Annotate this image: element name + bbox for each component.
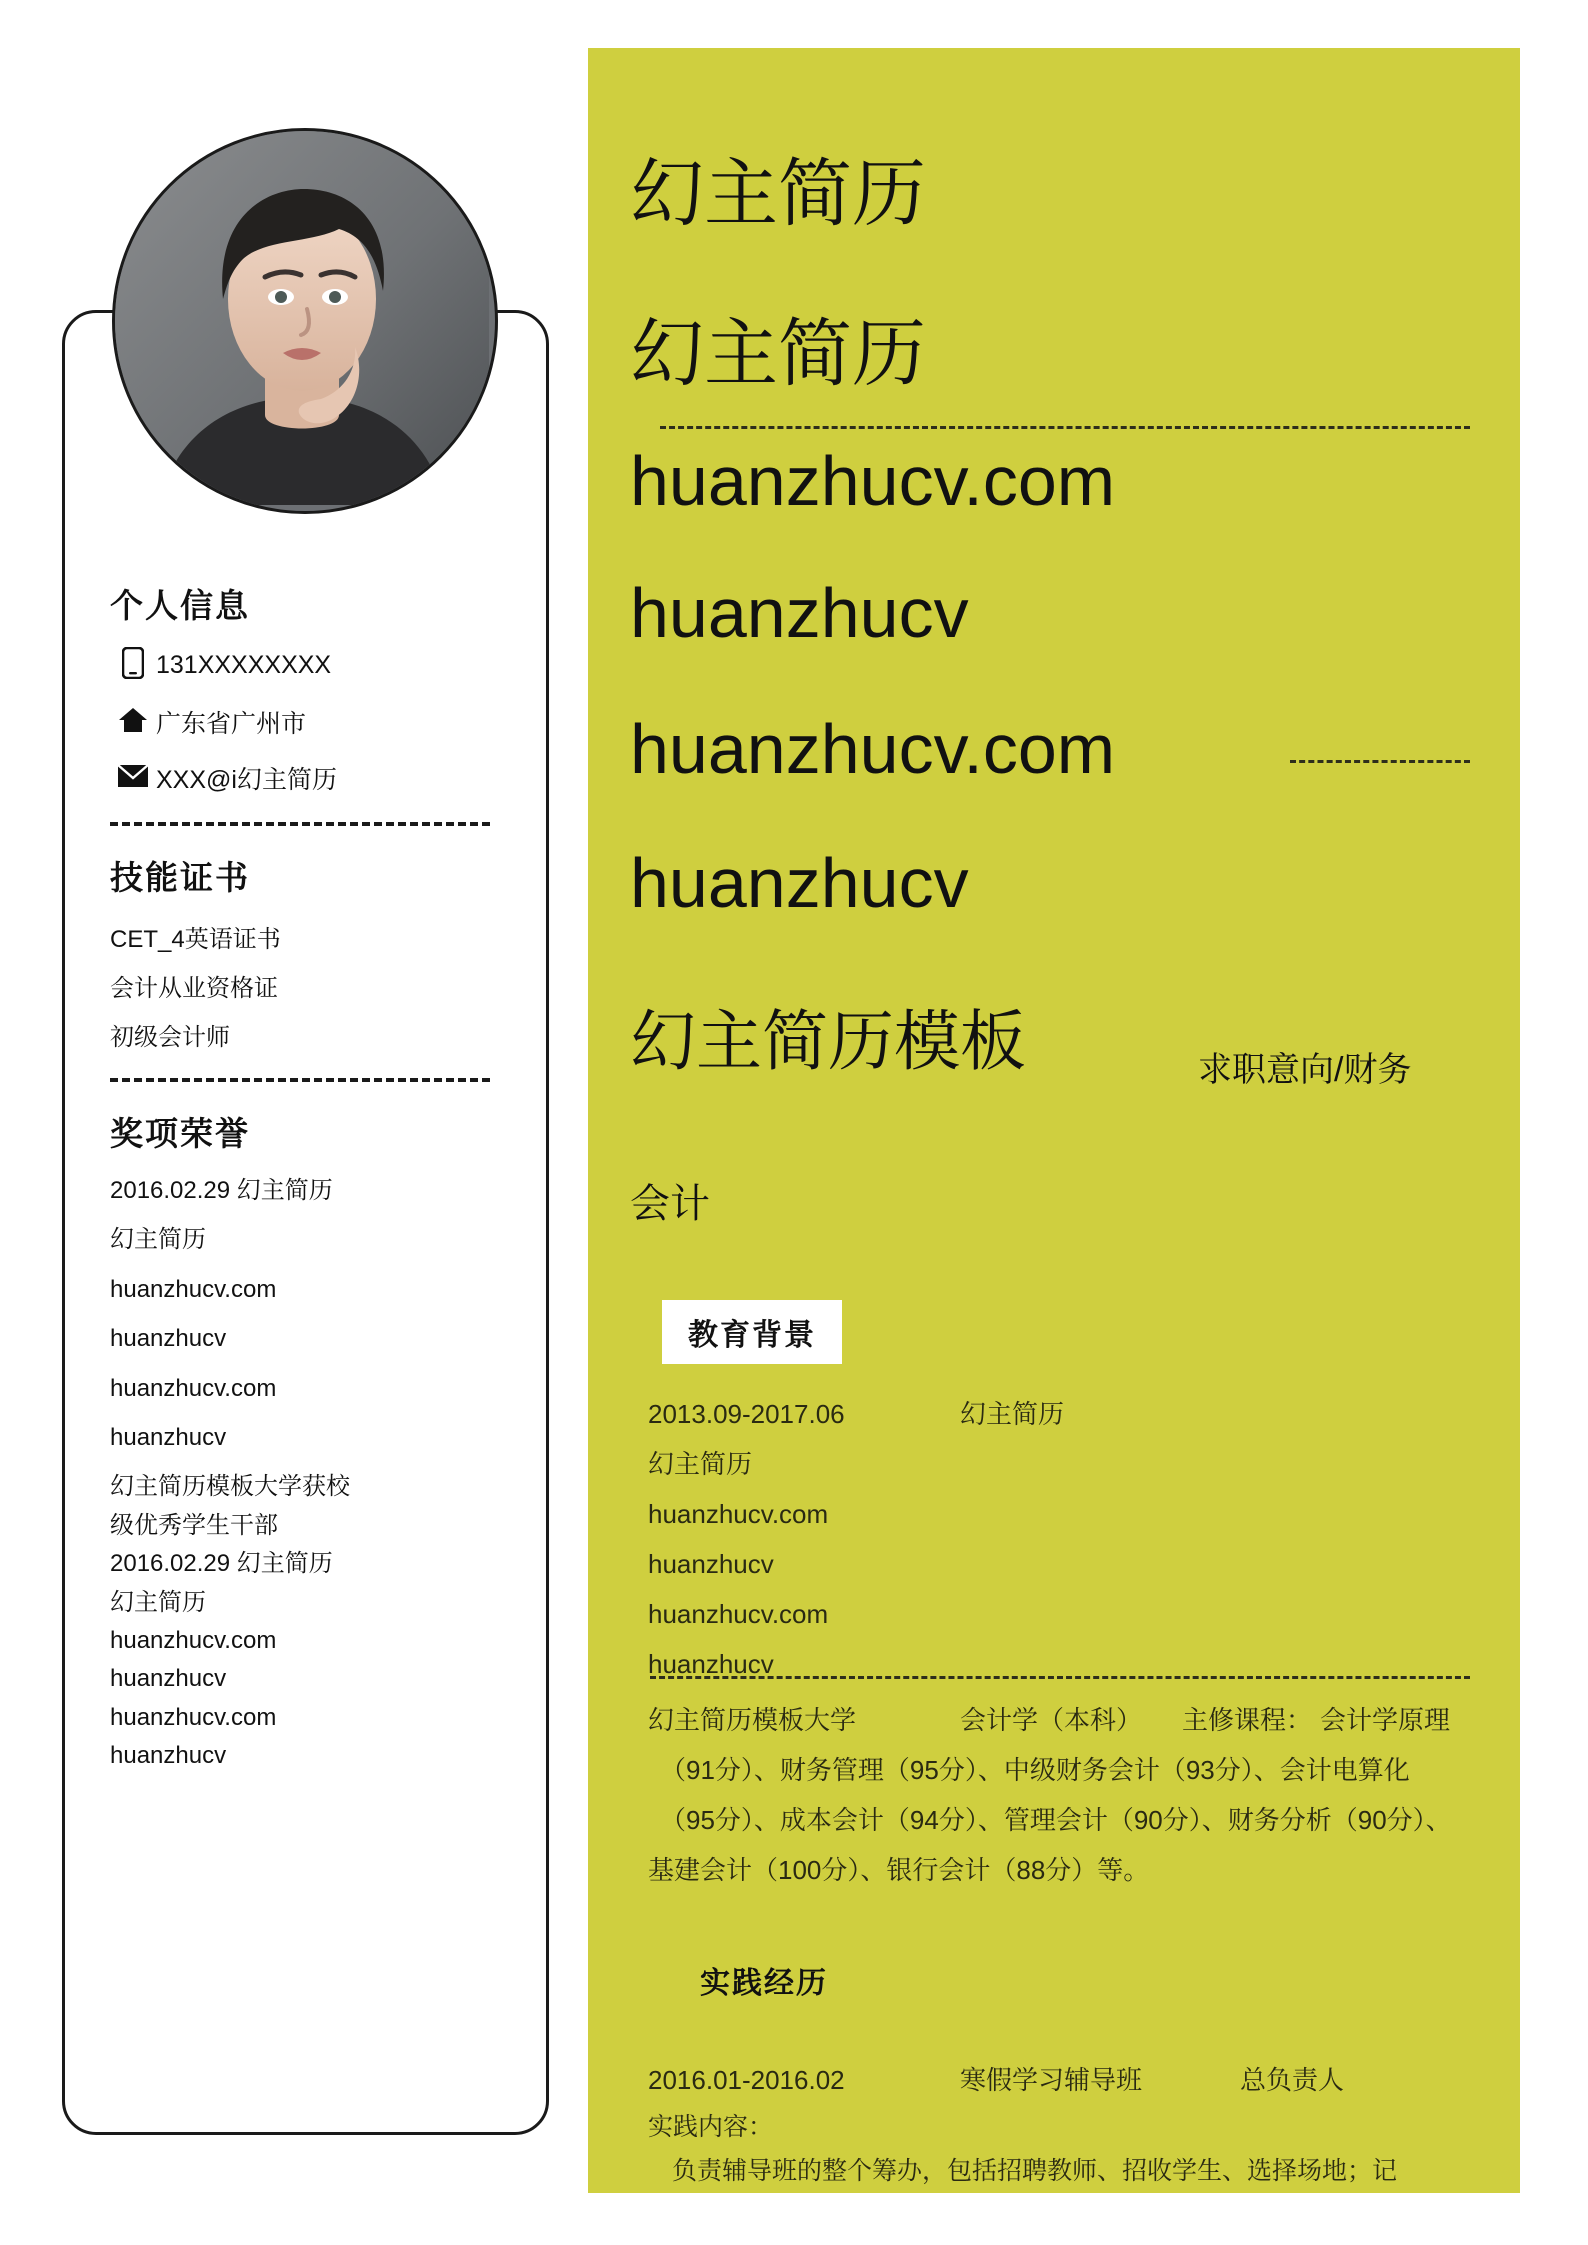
award-item: 幻主简历模板大学获校 (110, 1473, 350, 1501)
header-line-5: huanzhucv.com (630, 710, 1116, 788)
info-row-phone (110, 647, 500, 684)
education-org: 幻主简历 (960, 1399, 1065, 1429)
practice-content-label: 实践内容： (648, 2113, 774, 2141)
header-line-2: 幻主简历 (630, 312, 926, 395)
award-item: huanzhucv (110, 1665, 227, 1693)
award-item: huanzhucv (110, 1423, 227, 1451)
education-tag-wrap (662, 1300, 842, 1364)
phone-icon (110, 647, 156, 684)
header-line-4: huanzhucv (630, 574, 969, 652)
template-name: 幻主简历模板 (630, 1004, 1026, 1078)
education-line-0: 幻主简历 (648, 1449, 753, 1479)
info-row-email (110, 760, 500, 796)
award-item: huanzhucv (110, 1325, 227, 1353)
education-school: 幻主简历模板大学 (648, 1705, 857, 1735)
practice-org: 寒假学习辅导班 (960, 2065, 1143, 2095)
education-tag: 教育背景 (662, 1300, 842, 1364)
phone-value: 131XXXXXXXX (156, 651, 332, 679)
awards-section-title: 奖项荣誉 (110, 1115, 250, 1152)
award-item: huanzhucv.com (110, 1626, 277, 1654)
certificates-section-title: 技能证书 (110, 859, 250, 896)
job-objective: 求职意向/财务 (1198, 1051, 1412, 1089)
header-line-1: 幻主简历 (630, 152, 926, 235)
practice-content-line-0: 负责辅导班的整个筹办，包括招聘教师、招收学生、选择场地；记 (672, 2157, 1398, 2185)
award-item: huanzhucv.com (110, 1275, 277, 1303)
education-line-1: huanzhucv.com (648, 1499, 829, 1529)
award-item: huanzhucv.com (110, 1374, 277, 1402)
header-divider-1 (660, 426, 1470, 429)
education-date: 2013.09-2017.06 (648, 1399, 845, 1429)
courses-line-2: （95分）、成本会计（94分）、管理会计（90分）、财务分析（90分）、 (660, 1805, 1452, 1835)
certificate-item: 初级会计师 (110, 1024, 230, 1051)
email-value: XXX@i幻主简历 (156, 766, 337, 794)
courses-line-3: 基建会计（100分）、银行会计（88分）等。 (648, 1855, 1150, 1885)
home-icon (110, 706, 156, 739)
education-line-2: huanzhucv (648, 1549, 774, 1579)
education-line-3: huanzhucv.com (648, 1599, 829, 1629)
award-item: 级优秀学生干部 (110, 1511, 278, 1539)
divider-certificates-awards (110, 1078, 490, 1082)
practice-date: 2016.01-2016.02 (648, 2065, 845, 2095)
avatar (112, 128, 498, 514)
award-item: huanzhucv.com (110, 1703, 277, 1731)
award-item: 幻主简历 (110, 1588, 206, 1616)
info-row-address (110, 704, 500, 740)
courses-line-1: （91分）、财务管理（95分）、中级财务会计（93分）、会计电算化 (660, 1755, 1410, 1785)
mail-icon (110, 764, 156, 793)
certificate-item: CET_4英语证书 (110, 926, 281, 953)
award-item: 幻主简历 (110, 1226, 206, 1254)
job-objective-cont: 会计 (630, 1182, 710, 1226)
header-divider-2 (1290, 760, 1470, 763)
divider-personal-certificates (110, 822, 490, 826)
header-line-6: huanzhucv (630, 844, 969, 922)
education-line-4: huanzhucv (648, 1649, 774, 1679)
courses-label: 主修课程： (1182, 1705, 1313, 1735)
certificate-item: 会计从业资格证 (110, 975, 278, 1002)
header-line-3: huanzhucv.com (630, 442, 1116, 520)
award-item: 2016.02.29 幻主简历 (110, 1550, 333, 1578)
education-major: 会计学（本科） (960, 1705, 1143, 1735)
courses-line-0-head: 会计学原理 (1320, 1705, 1451, 1735)
address-value: 广东省广州市 (156, 710, 307, 738)
award-item: 2016.02.29 幻主简历 (110, 1177, 333, 1204)
practice-role: 总负责人 (1240, 2065, 1345, 2095)
left-content (110, 580, 500, 1778)
award-item: huanzhucv (110, 1742, 227, 1770)
education-divider (650, 1676, 1470, 1679)
practice-tag: 实践经历 (700, 1967, 828, 2000)
personal-section-title: 个人信息 (110, 587, 250, 624)
